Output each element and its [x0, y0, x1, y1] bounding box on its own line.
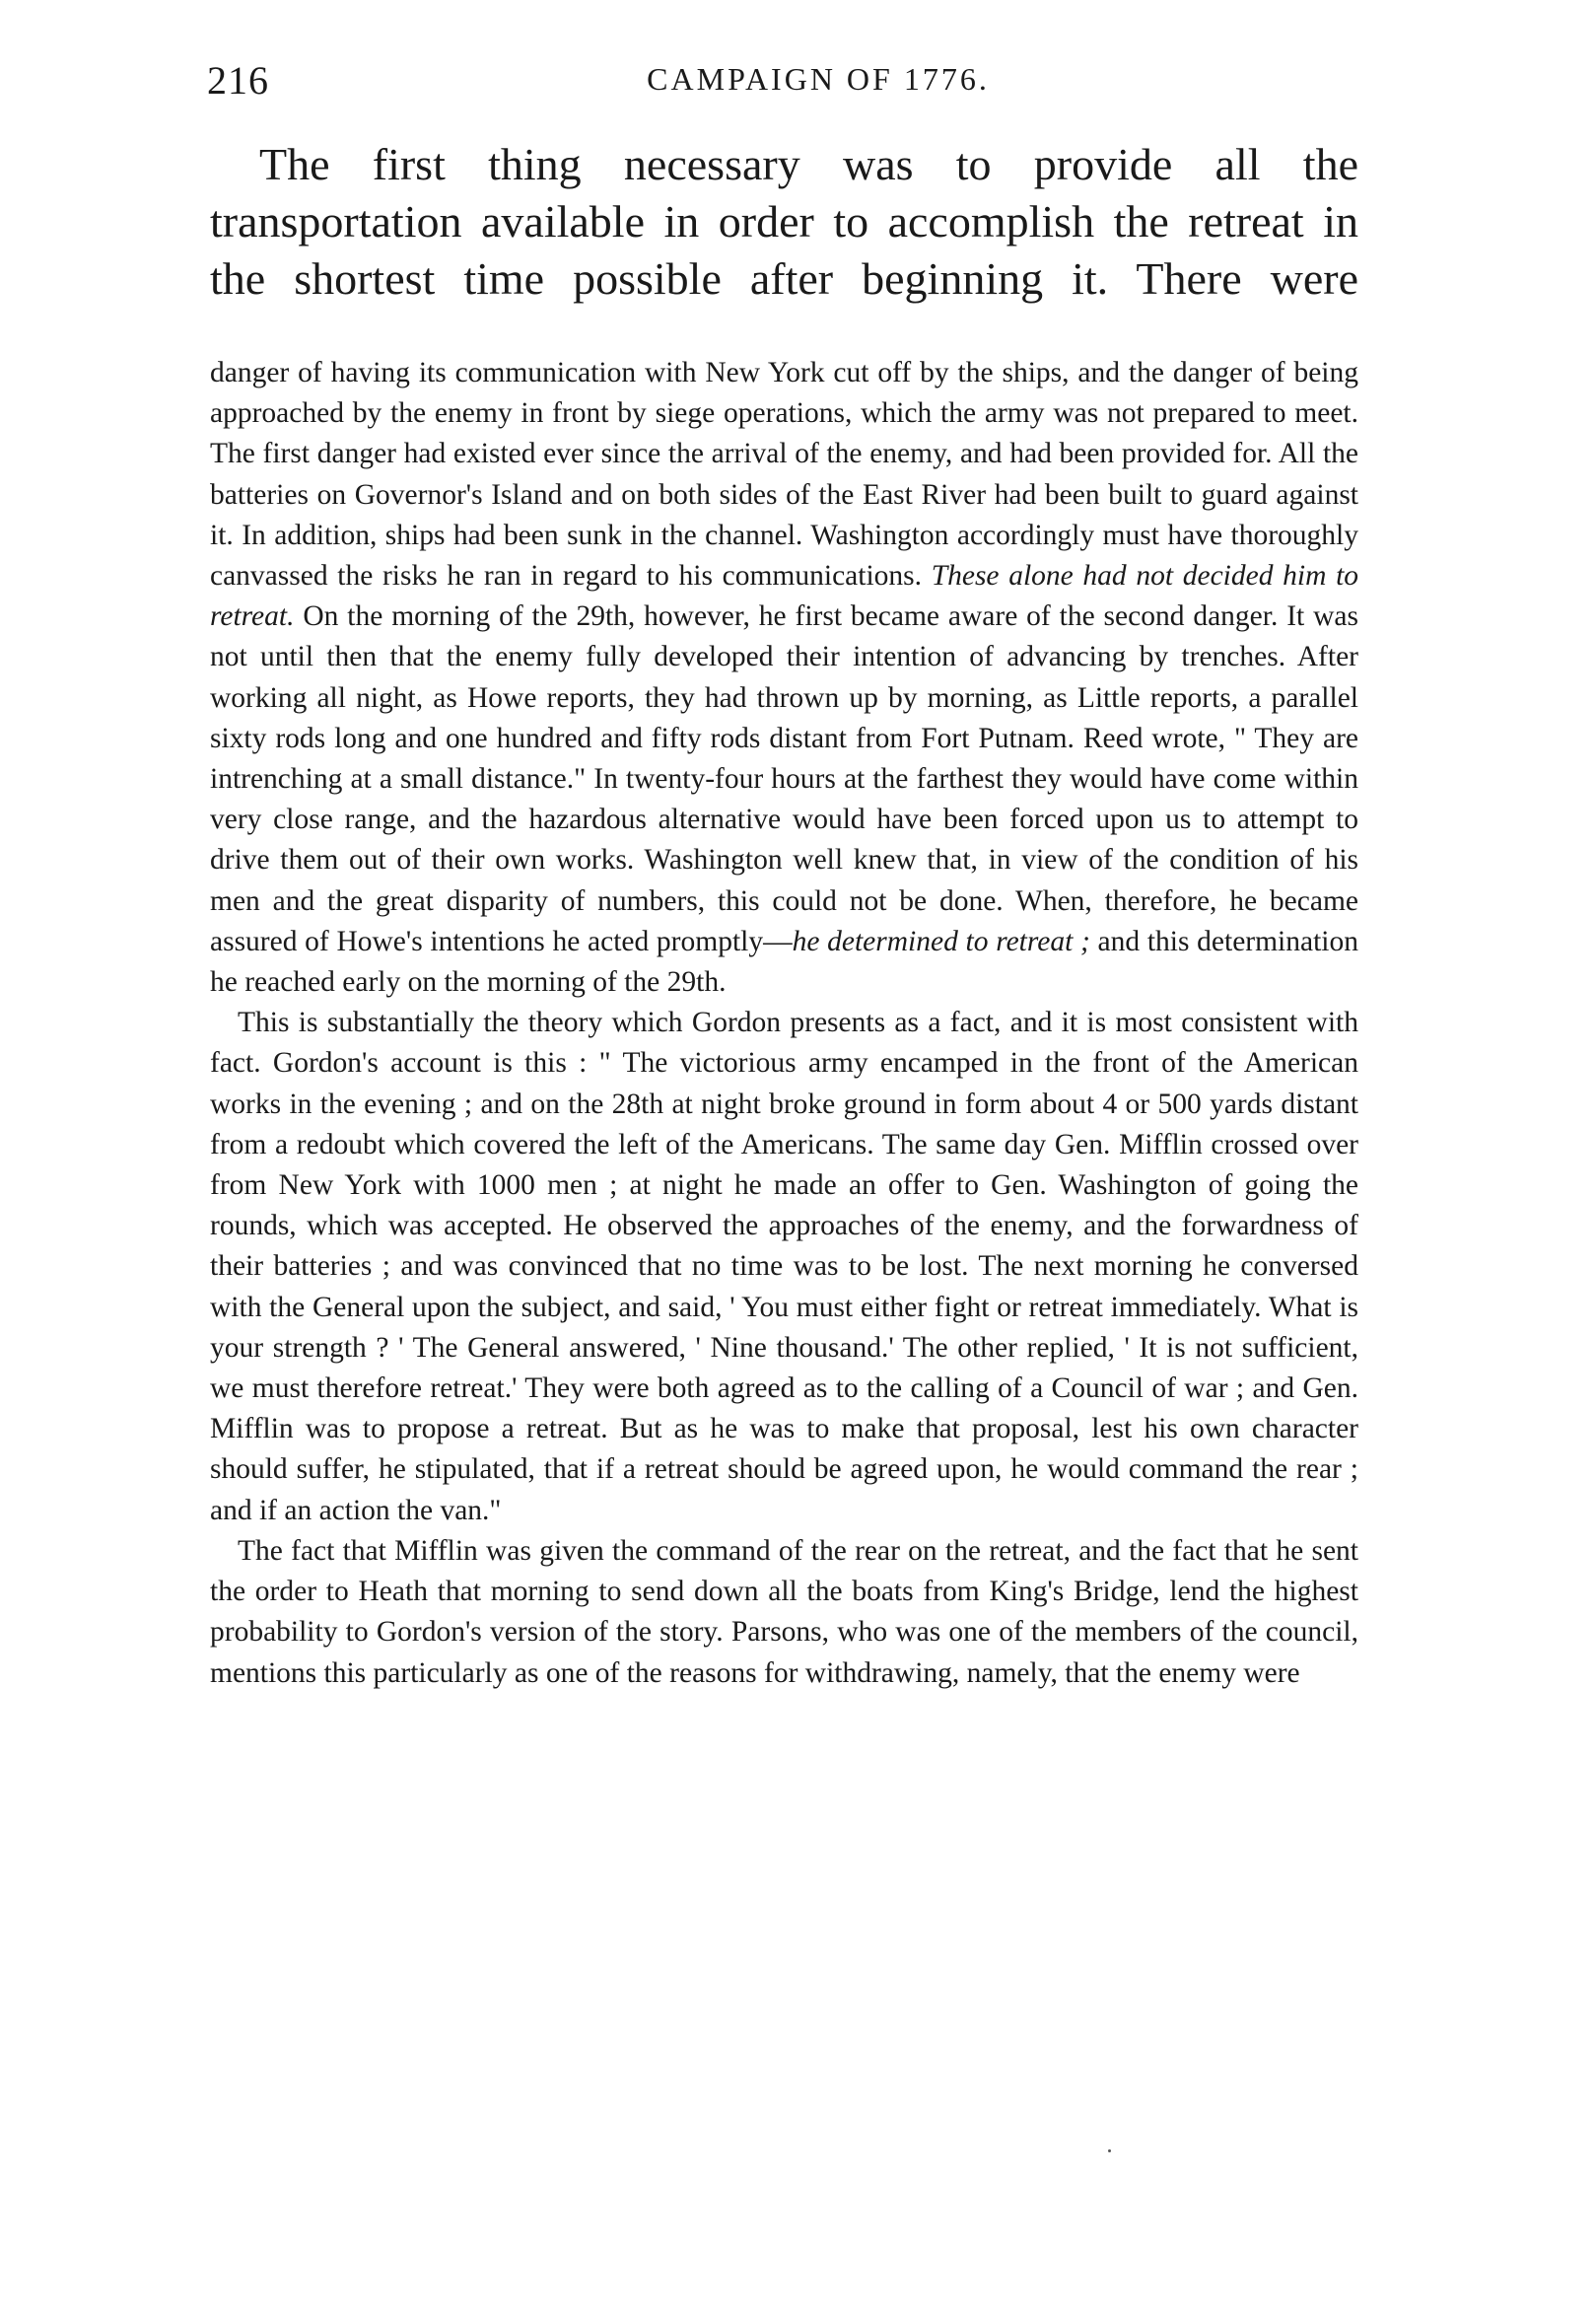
main-text-paragraph: The first thing necessary was to provide all the transportation available in order to accomplish the retreat in the shortest time possible after beginning it. There were	[210, 139, 1358, 304]
footnote	[210, 353, 1358, 1694]
running-head: CAMPAIGN OF 1776.	[647, 61, 990, 97]
footnote-p1-text-c: and this determination he reached early on the morning of the 29th.	[210, 925, 1358, 999]
print-speck	[1108, 2149, 1111, 2152]
footnote-paragraph-1	[210, 353, 1358, 1003]
footnote-p1-text-a: danger of having its communication with New York cut off by the ships, and the danger of being approached by the enemy in front by siege operations, which the army was not prepared to meet. The first danger had existed ever since the arrival of the enemy, and had been provided for. All the batteries on Governor's Island and on both sides of the East River had been built to guard against it. In addition, ships had been sunk in the channel. Washington accordingly must have thoroughly canvassed the risks he ran in regard to his communications.	[210, 357, 1358, 593]
footnote-paragraph-2: This is substantially the theory which Gordon presents as a fact, and it is most consistent with fact. Gordon's account is this : " The victorious army encamped in the front of the American works in the evening ; and on the 28th at night broke ground in form about 4 or 500 yards distant from a redoubt which covered the left of the Americans. The same day Gen. Mifflin crossed over from New York with 1000 men ; at night he made an offer to Gen. Washington of going the rounds, which was accepted. He observed the approaches of the enemy, and the forwardness of their batteries ; and was convinced that no time was to be lost. The next morning he conversed with the General upon the subject, and said, ' You must either fight or retreat immediately. What is your strength ? ' The General answered, ' Nine thousand.' The other replied, ' It is not sufficient, we must therefore retreat.' They were both agreed as to the calling of a Council of war ; and Gen. Mifflin was to propose a retreat. But as he was to make that proposal, lest his own character should suffer, he stipulated, that if a retreat should be agreed upon, he would command the rear ; and if an action the van."	[210, 1007, 1358, 1526]
page-number: 216	[207, 58, 269, 103]
footnote-paragraph-3: The fact that Mifflin was given the command of the rear on the retreat, and the fact that he sent the order to Heath that morning to send down all the boats from King's Bridge, lend the highest probability to Gordon's version of the story. Parsons, who was one of the members of the council, mentions this particularly as one of the reasons for withdrawing, namely, that the enemy were	[210, 1534, 1358, 1689]
footnote-p1-italic-a: These alone had not decided him to retreat.	[210, 560, 1359, 633]
footnote-p1-italic-b: he determined to retreat ;	[792, 925, 1090, 957]
page-header	[207, 57, 1370, 116]
footnote-p1-text-b: On the morning of the 29th, however, he first became aware of the second danger. It was not until then that the enemy fully developed their intention of advancing by trenches. After working all night, as Howe reports, they had thrown up by morning, as Little reports, a parallel sixty rods long and one hundred and fifty rods distant from Fort Putnam. Reed wrote, " They are intrenching at a small distance." In twenty-four hours at the farthest they would have come within very close range, and the hazardous alternative would have been forced upon us to attempt to drive them out of their own works. Washington well knew that, in view of the condition of his men and the great disparity of numbers, this could not be done. When, therefore, he became assured of Howe's intentions he acted promptly—	[210, 600, 1359, 957]
